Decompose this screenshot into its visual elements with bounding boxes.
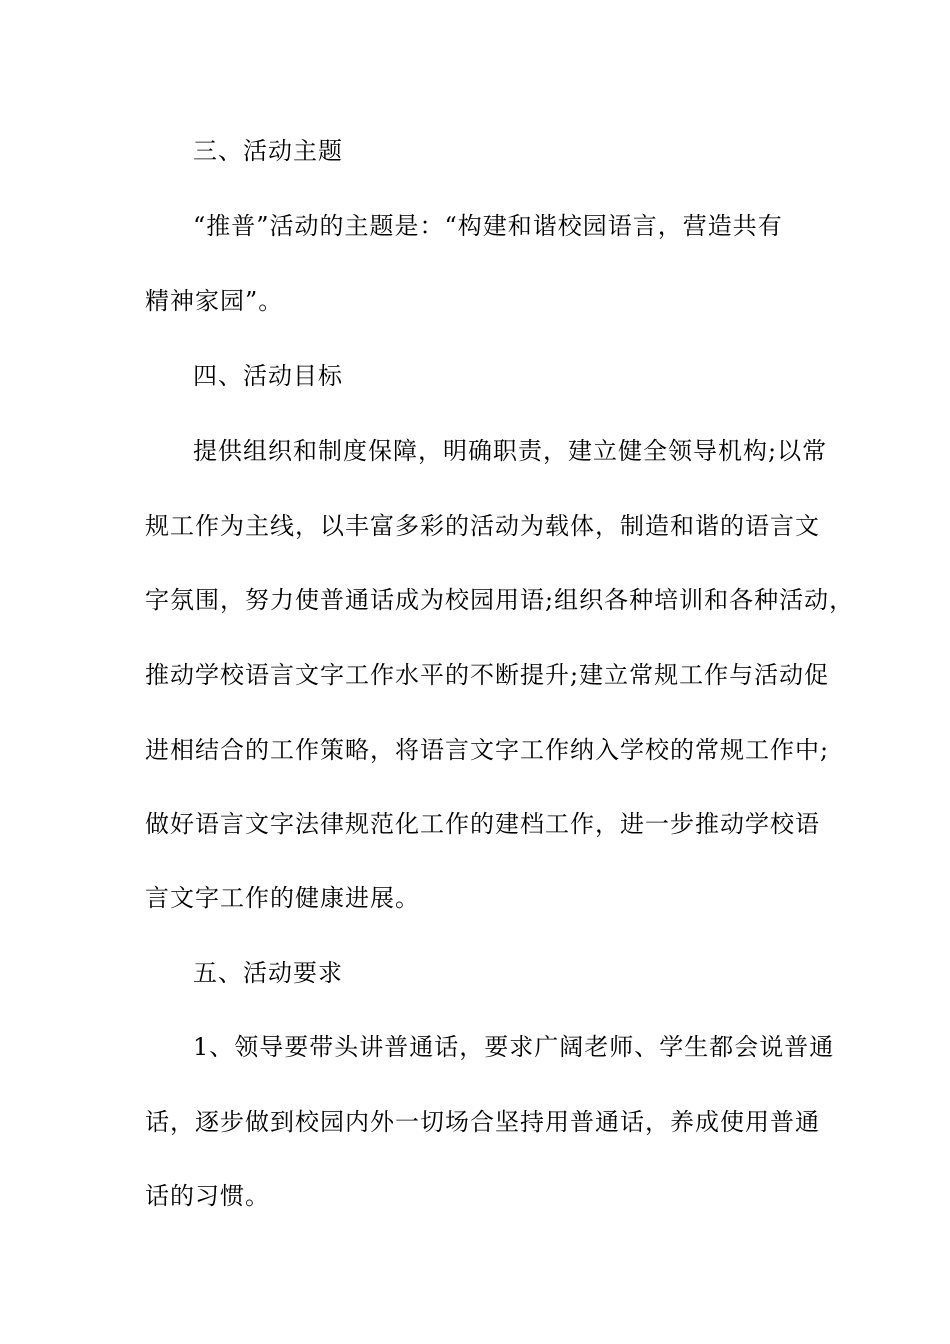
section-3-paragraph-line: “推普”活动的主题是：“构建和谐校园语言，营造共有 bbox=[193, 212, 783, 240]
section-5-paragraph-line: 话的习惯。 bbox=[145, 1182, 270, 1210]
section-4-heading: 四、活动目标 bbox=[193, 362, 343, 390]
section-5-paragraph-line: 话，逐步做到校园内外一切场合坚持用普通话，养成使用普通 bbox=[145, 1108, 820, 1136]
section-4-paragraph-line: 推动学校语言文字工作水平的不断提升;建立常规工作与活动促 bbox=[145, 661, 830, 689]
section-4-paragraph-line: 字氛围，努力使普通话成为校园用语;组织各种培训和各种活动， bbox=[145, 586, 855, 614]
section-5-heading: 五、活动要求 bbox=[193, 959, 343, 987]
section-4-paragraph-line: 规工作为主线，以丰富多彩的活动为载体，制造和谐的语言文 bbox=[145, 512, 820, 540]
section-4-paragraph-line: 进相结合的工作策略，将语言文字工作纳入学校的常规工作中; bbox=[145, 736, 830, 764]
section-4-paragraph-line: 言文字工作的健康进展。 bbox=[145, 884, 420, 912]
section-5-paragraph-line: 1、领导要带头讲普通话，要求广阔老师、学生都会说普通 bbox=[193, 1033, 835, 1061]
section-4-paragraph-line: 做好语言文字法律规范化工作的建档工作，进一步推动学校语 bbox=[145, 810, 820, 838]
section-4-paragraph-line: 提供组织和制度保障，明确职责，建立健全领导机构;以常 bbox=[193, 437, 828, 465]
section-3-heading: 三、活动主题 bbox=[193, 137, 343, 165]
section-3-paragraph-line: 精神家园”。 bbox=[145, 287, 284, 315]
